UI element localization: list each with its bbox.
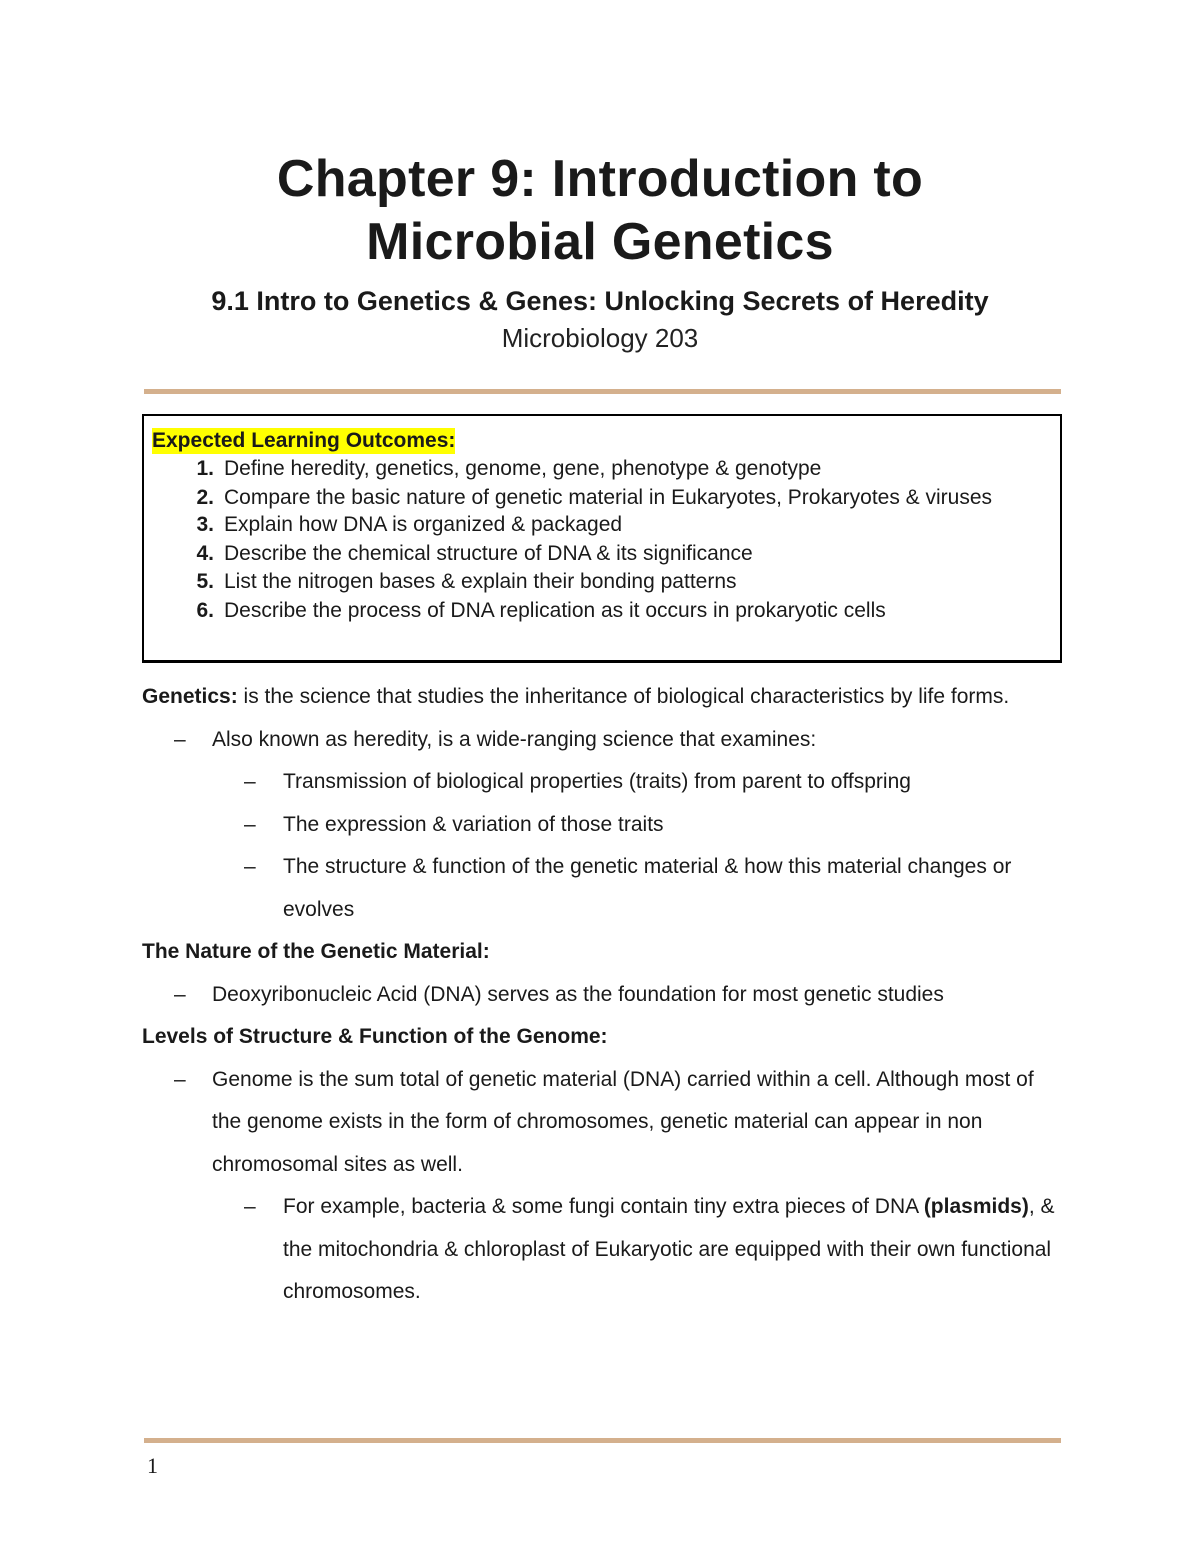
- course-name: Microbiology 203: [501, 323, 699, 353]
- page-number: 1: [147, 1453, 158, 1478]
- title-line-1: Chapter 9: Introduction to: [276, 150, 924, 208]
- list-item: [142, 846, 1062, 931]
- outcome-item: [152, 512, 1060, 538]
- outcome-number: 1.: [196, 457, 214, 480]
- outcome-text: Describe the chemical structure of DNA & its significance: [224, 541, 753, 565]
- outcome-number: 3.: [196, 513, 214, 537]
- section-subtitle: 9.1 Intro to Genetics & Genes: Unlocking Secrets of Heredity: [211, 286, 989, 316]
- list-item: [142, 719, 1062, 762]
- dash-bullet: –: [174, 1067, 186, 1091]
- example-text-end: , & the mitochondria & chloroplast of Eukaryotic are equipped with their own functional chromosomes.: [283, 1195, 1055, 1303]
- heredity-point: Transmission of biological properties (traits) from parent to offspring: [283, 770, 911, 793]
- list-item: [142, 1186, 1062, 1314]
- outcome-text: Explain how DNA is organized & packaged: [224, 513, 623, 537]
- footer-divider: [144, 1438, 1061, 1443]
- heredity-intro: Also known as heredity, is a wide-ranging science that examines:: [212, 727, 817, 751]
- list-item: [142, 804, 1062, 847]
- genetics-definition-text: is the science that studies the inheritance of biological characteristics by life forms.: [237, 685, 1010, 708]
- list-item: [142, 1059, 1062, 1187]
- dash-bullet: –: [174, 727, 186, 751]
- outcome-number: 2.: [196, 485, 214, 509]
- outcome-number: 6.: [196, 598, 214, 622]
- dash-bullet: –: [174, 982, 186, 1006]
- outcome-item: [152, 541, 1060, 567]
- list-item: [142, 761, 1062, 804]
- header-divider: [144, 389, 1061, 394]
- heredity-point: The structure & function of the genetic material & how this material changes or evolves: [283, 855, 1012, 921]
- plasmids-term: (plasmids): [923, 1195, 1029, 1218]
- outcome-item: [152, 569, 1060, 595]
- levels-heading: Levels of Structure & Function of the Genome:: [142, 1025, 608, 1048]
- nature-point: Deoxyribonucleic Acid (DNA) serves as the foundation for most genetic studies: [212, 982, 944, 1006]
- dash-bullet: –: [244, 812, 256, 836]
- learning-outcomes-list: [152, 456, 1060, 624]
- nature-heading: The Nature of the Genetic Material:: [142, 940, 490, 963]
- outcome-text: List the nitrogen bases & explain their bonding patterns: [224, 570, 737, 594]
- heredity-point: The expression & variation of those traits: [283, 812, 664, 836]
- dash-bullet: –: [244, 770, 256, 793]
- outcome-text: Describe the process of DNA replication as it occurs in prokaryotic cells: [224, 598, 886, 622]
- dash-bullet: –: [244, 1195, 256, 1218]
- learning-outcomes-heading: Expected Learning Outcomes:: [152, 429, 456, 452]
- title-line-2: Microbial Genetics: [366, 213, 834, 271]
- outcome-item: [152, 598, 1060, 624]
- outcome-text: Compare the basic nature of genetic material in Eukaryotes, Prokaryotes & viruses: [224, 485, 993, 509]
- outcome-text: Define heredity, genetics, genome, gene, phenotype & genotype: [224, 457, 822, 480]
- outcome-item: [152, 485, 1060, 510]
- outcome-number: 5.: [196, 570, 214, 594]
- example-text-start: For example, bacteria & some fungi contain tiny extra pieces of DNA: [283, 1195, 924, 1218]
- genetics-term: Genetics:: [142, 685, 238, 708]
- document-title: [0, 148, 1200, 274]
- dash-bullet: –: [244, 855, 256, 878]
- learning-outcomes-box: [142, 414, 1062, 663]
- outcome-number: 4.: [196, 541, 214, 565]
- list-item: [142, 974, 1062, 1017]
- main-content: [142, 676, 1062, 1314]
- outcome-item: [152, 456, 1060, 482]
- genome-point: Genome is the sum total of genetic material (DNA) carried within a cell. Although most of the genome exists in the form of chromosomes, genetic material can appear in non chromosomal sites as well.: [212, 1067, 1034, 1176]
- genetics-definition: [142, 676, 1062, 719]
